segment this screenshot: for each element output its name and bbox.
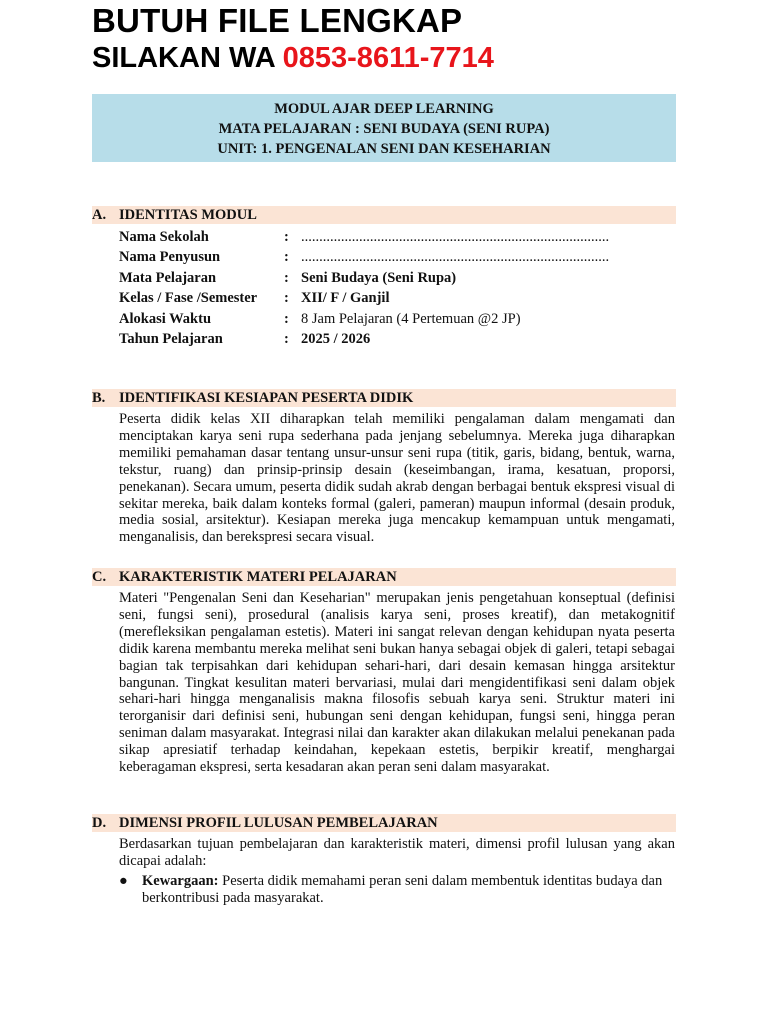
section-b-letter: B. [92,390,106,406]
section-b-heading [92,389,676,407]
section-c-body: Materi "Pengenalan Seni dan Keseharian" merupakan jenis pengetahuan konseptual (definisi seni, fungsi seni), prosedural (analisis karya seni, proses kreatif), dan metakognitif (merefleksikan pengalaman estetis). Materi ini sangat relevan dengan kehidupan nyata peserta didik karena membantu mereka melihat seni bukan hanya sebagai objek di galeri, tetapi sebagai bagian tak terpisahkan dari kehidupan sehari-hari, dari desain kemasan hingga arsitektur bangunan. Tingkat kesulitan materi bervariasi, mulai dari mengidentifikasi seni dalam objek sehari-hari hingga menganalisis makna filosofis sebuah karya seni. Struktur materi ini terorganisir dari definisi seni, hubungan seni dengan kehidupan, fungsi seni, hingga peran seniman dalam masyarakat. Integrasi nilai dan karakter akan dilakukan melalui penekanan pada sikap apresiatif terhadap keindahan, kepekaan estetis, berpikir kreatif, menghargai keberagaman ekspresi, serta kesadaran akan peran seni dalam masyarakat. [119,590,675,776]
section-a-heading [92,206,676,224]
identity-colon: : [284,330,289,347]
identity-label: Alokasi Waktu [119,310,212,327]
module-title-box [92,94,676,162]
identity-colon: : [284,290,289,307]
identity-table [119,227,679,349]
identity-label: Tahun Pelajaran [119,330,223,347]
bullet-marker: ● [119,873,128,889]
promo-banner [92,2,494,76]
bullet-text-block [142,873,675,907]
identity-label: Nama Sekolah [119,229,209,245]
bullet-term: Kewargaan: [142,873,219,889]
identity-label: Nama Penyusun [119,249,221,266]
title-line-2: MATA PELAJARAN : SENI BUDAYA (SENI RUPA) [218,121,550,137]
promo-phone: 0853-8611-7714 [282,42,494,74]
identity-row [119,227,679,247]
section-a-title: IDENTITAS MODUL [119,207,257,223]
identity-row [119,288,679,308]
title-line-1: MODUL AJAR DEEP LEARNING [274,101,494,117]
identity-value: 8 Jam Pelajaran (4 Pertemuan @2 JP) [301,310,521,327]
identity-value: XII/ F / Ganjil [301,290,390,307]
identity-row [119,309,679,329]
section-b-title: IDENTIFIKASI KESIAPAN PESERTA DIDIK [119,390,414,406]
identity-colon: : [284,249,289,266]
identity-value: 2025 / 2026 [301,330,371,347]
profile-bullet-item [119,873,675,907]
promo-prefix: SILAKAN WA [92,42,283,74]
section-c-letter: C. [92,569,107,585]
title-line-3: UNIT: 1. PENGENALAN SENI DAN KESEHARIAN [217,141,551,157]
identity-row [119,247,679,267]
identity-row [119,268,679,288]
section-b-body: Peserta didik kelas XII diharapkan telah memiliki pengalaman dalam mengamati dan menciptakan karya seni rupa sederhana pada jenjang sebelumnya. Mereka juga diharapkan memiliki pemahaman dasar tentang unsur-unsur seni rupa (titik, garis, bidang, bentuk, warna, tekstur, ruang) dan prinsip-prinsip desain (keseimbangan, irama, kesatuan, proporsi, penekanan). Secara umum, peserta didik sudah akrab dengan berbagai bentuk ekspresi visual di sekitar mereka, baik dalam konteks formal (galeri, pameran) maupun informal (desain produk, media sosial, arsitektur). Kesiapan mereka juga mencakup kemampuan untuk mengamati, menganalisis, dan berekspresi secara visual. [119,411,675,546]
identity-value: ..................................................................................... [301,229,610,245]
section-d-letter: D. [92,815,107,831]
section-a-letter: A. [92,207,107,223]
promo-line-1: BUTUH FILE LENGKAP [92,2,463,39]
section-c-heading [92,568,676,586]
identity-value: Seni Budaya (Seni Rupa) [301,269,457,286]
promo-line-2 [92,40,494,76]
identity-colon: : [284,269,289,286]
section-d-title: DIMENSI PROFIL LULUSAN PEMBELAJARAN [119,815,438,831]
identity-colon: : [284,229,289,245]
identity-label: Mata Pelajaran [119,269,217,286]
section-d-heading [92,814,676,832]
section-d-intro: Berdasarkan tujuan pembelajaran dan karakteristik materi, dimensi profil lulusan yang akan dicapai adalah: [119,836,675,869]
section-c-title: KARAKTERISTIK MATERI PELAJARAN [119,569,397,585]
identity-label: Kelas / Fase /Semester [119,290,258,307]
bullet-text: Peserta didik memahami peran seni dalam membentuk identitas budaya dan berkontribusi pada masyarakat. [142,873,663,906]
identity-colon: : [284,310,289,327]
identity-value: ..................................................................................... [301,249,610,266]
identity-row [119,329,679,349]
